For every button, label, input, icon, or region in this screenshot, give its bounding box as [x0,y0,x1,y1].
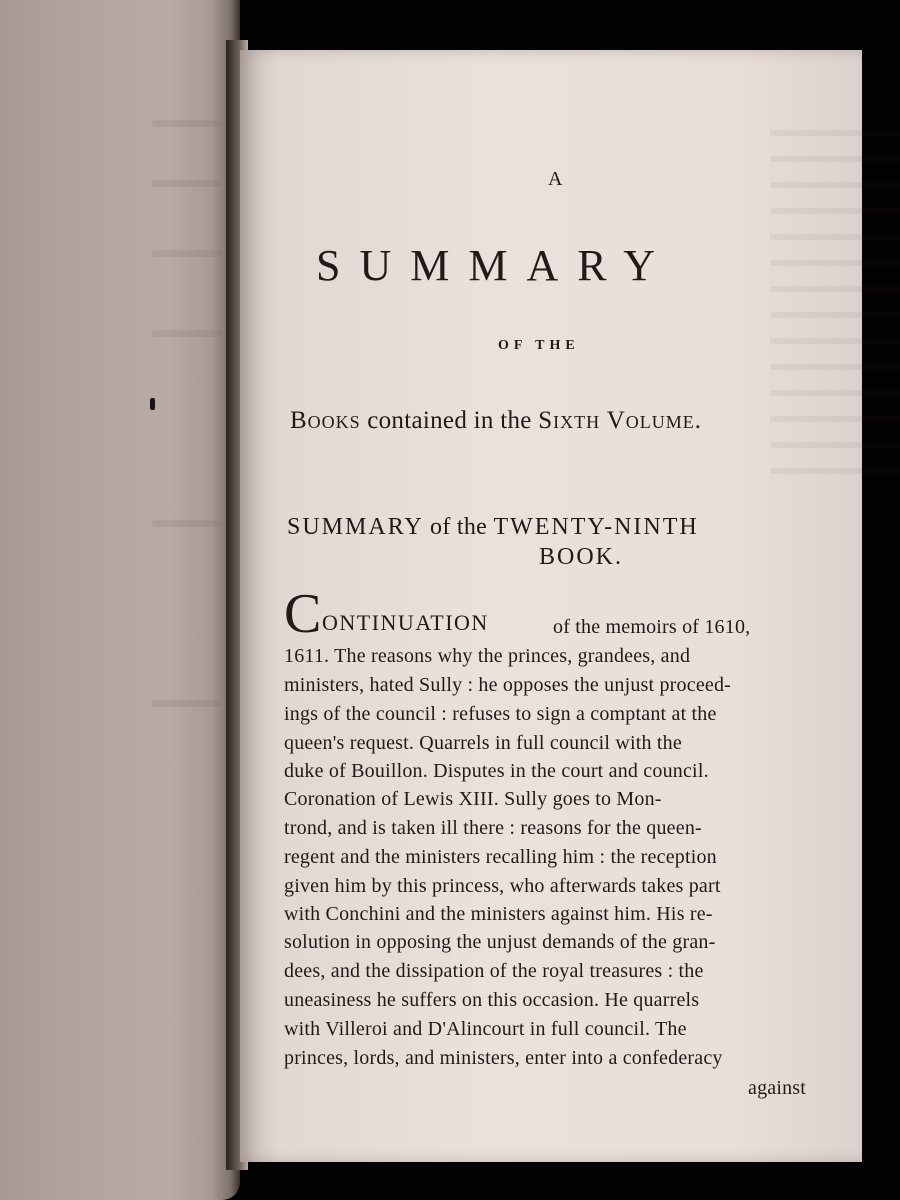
body-line: given him by this princess, who afterwards takes part [284,875,721,897]
catchword: against [748,1077,807,1099]
left-page [0,0,240,1200]
first-word-rest: ONTINUATION [322,610,489,635]
body-line: queen's request. Quarrels in full council with the [284,732,682,754]
bleed-through-text [770,110,900,730]
show-through-line [152,120,222,127]
body-line: with Conchini and the ministers against him. His re- [284,903,713,925]
heading-twenty-ninth: TWENTY-NINTH [493,514,699,540]
ink-mark [150,398,155,410]
heading-book: BOOK. [538,544,623,570]
heading-of-the: of the [423,514,494,540]
drop-cap: C [284,583,322,645]
title-books-line [290,407,702,435]
body-line: dees, and the dissipation of the royal treasures : the [284,960,704,982]
body-line: 1611. The reasons why the princes, grandees, and [284,645,691,667]
body-line: princes, lords, and ministers, enter into a confederacy [284,1047,723,1069]
body-line: Coronation of Lewis XIII. Sully goes to Mon- [284,788,662,810]
books-middle: contained in the [360,407,539,434]
body-line: of the memoirs of 1610, [553,616,751,638]
books-word: Books [290,407,361,434]
sixth-word: Sixth [538,407,601,434]
heading-summary: SUMMARY [287,514,424,540]
title-a: A [548,168,564,190]
body-line: trond, and is taken ill there : reasons for the queen- [284,817,702,839]
show-through-line [152,520,222,527]
body-line: regent and the ministers recalling him : the reception [284,846,717,868]
body-line: ings of the council : refuses to sign a comptant at the [284,703,717,725]
show-through-line [152,250,222,257]
body-line: ministers, hated Sully : he opposes the unjust proceed- [284,674,732,696]
show-through-line [152,700,222,707]
chapter-heading [287,512,819,572]
title-summary: SUMMARY [316,241,674,290]
body-line: uneasiness he suffers on this occasion. He quarrels [284,989,700,1011]
title-of-the: OF THE [498,338,580,353]
body-line: solution in opposing the unjust demands of the gran- [284,931,716,953]
show-through-line [152,330,222,337]
show-through-line [152,180,222,187]
volume-word: Volume. [606,407,703,434]
body-line: duke of Bouillon. Disputes in the court and council. [284,760,709,782]
body-line: with Villeroi and D'Alincourt in full council. The [284,1018,687,1040]
